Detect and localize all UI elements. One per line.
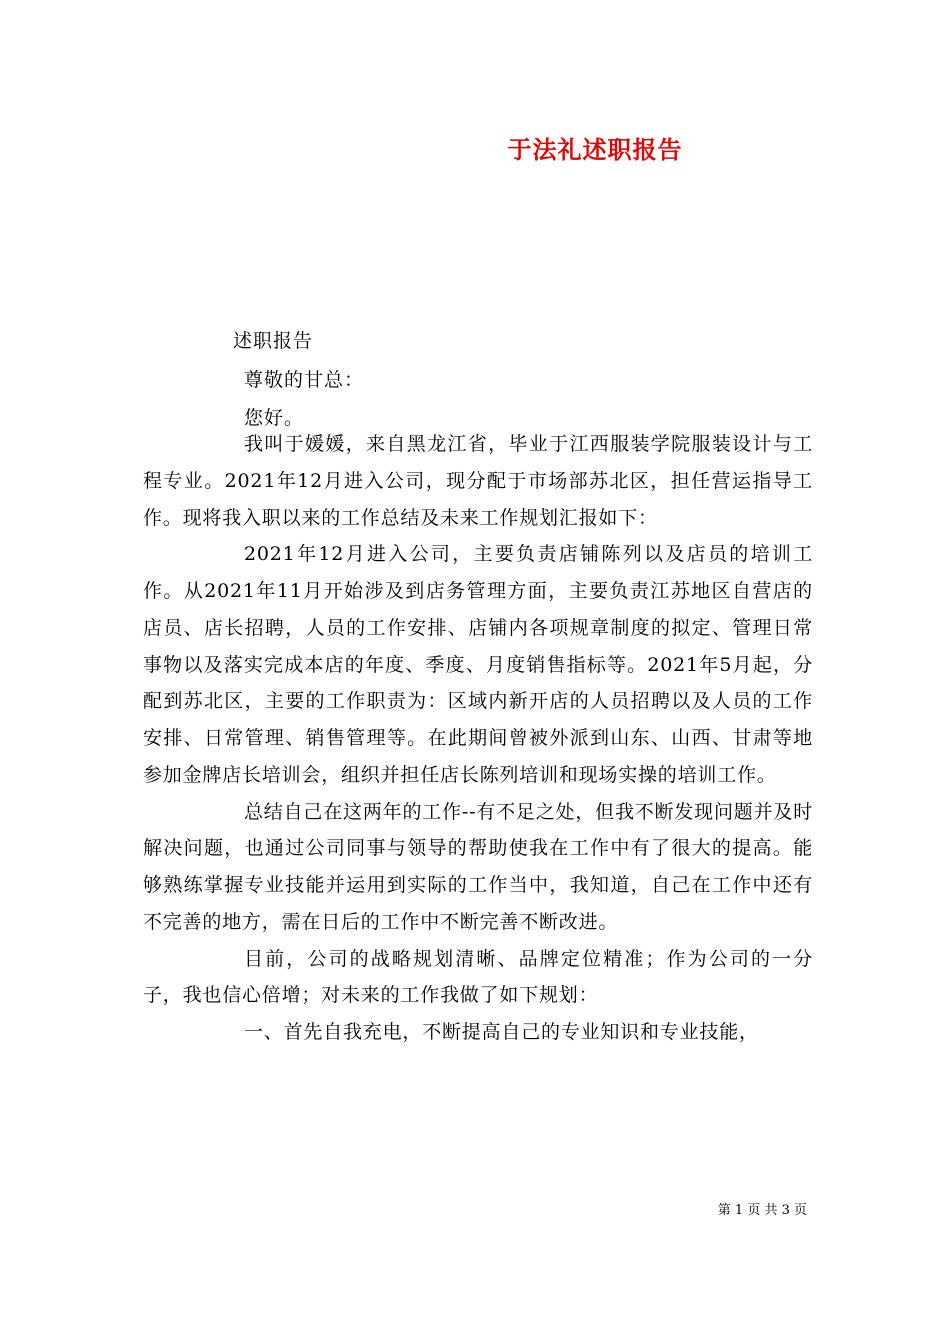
- paragraph-plan-intro: 目前，公司的战略规划清晰、品牌定位精准；作为公司的一分子，我也信心倍增；对未来的工作我做了如下规划：: [143, 947, 813, 1007]
- greeting: 您好。: [244, 407, 305, 429]
- salutation: 尊敬的甘总：: [244, 369, 365, 391]
- report-body: [143, 426, 813, 1051]
- report-heading: 述职报告: [233, 330, 314, 352]
- paragraph-experience: 2021年12月进入公司，主要负责店铺陈列以及店员的培训工作。从2021年11月开始涉及到店务管理方面，主要负责江苏地区自营店的店员、店长招聘，人员的工作安排、店铺内各项规章制度的拟定、管理日常事物以及落实完成本店的年度、季度、月度销售指标等。2021年5月起，分配到苏北区，主要的工作职责为：区域内新开店的人员招聘以及人员的工作安排、日常管理、销售管理等。在此期间曾被外派到山东、山西、甘肃等地参加金牌店长培训会，组织并担任店长陈列培训和现场实操的培训工作。: [143, 543, 813, 786]
- page-indicator: 第 1 页 共 3 页: [717, 1203, 807, 1218]
- paragraph-summary: 总结自己在这两年的工作--有不足之处，但我不断发现问题并及时解决问题，也通过公司同事与领导的帮助使我在工作中有了很大的提高。能够熟练掌握专业技能并运用到实际的工作当中，我知道，自己在工作中还有不完善的地方，需在日后的工作中不断完善不断改进。: [143, 800, 813, 933]
- document-title: 于法礼述职报告: [507, 135, 683, 164]
- paragraph-plan-item-1: 一、首先自我充电，不断提高自己的专业知识和专业技能，: [244, 1021, 759, 1043]
- paragraph-intro: 我叫于媛媛，来自黑龙江省，毕业于江西服装学院服装设计与工程专业。2021年12月进入公司，现分配于市场部苏北区，担任营运指导工作。现将我入职以来的工作总结及未来工作规划汇报如下：: [143, 433, 813, 529]
